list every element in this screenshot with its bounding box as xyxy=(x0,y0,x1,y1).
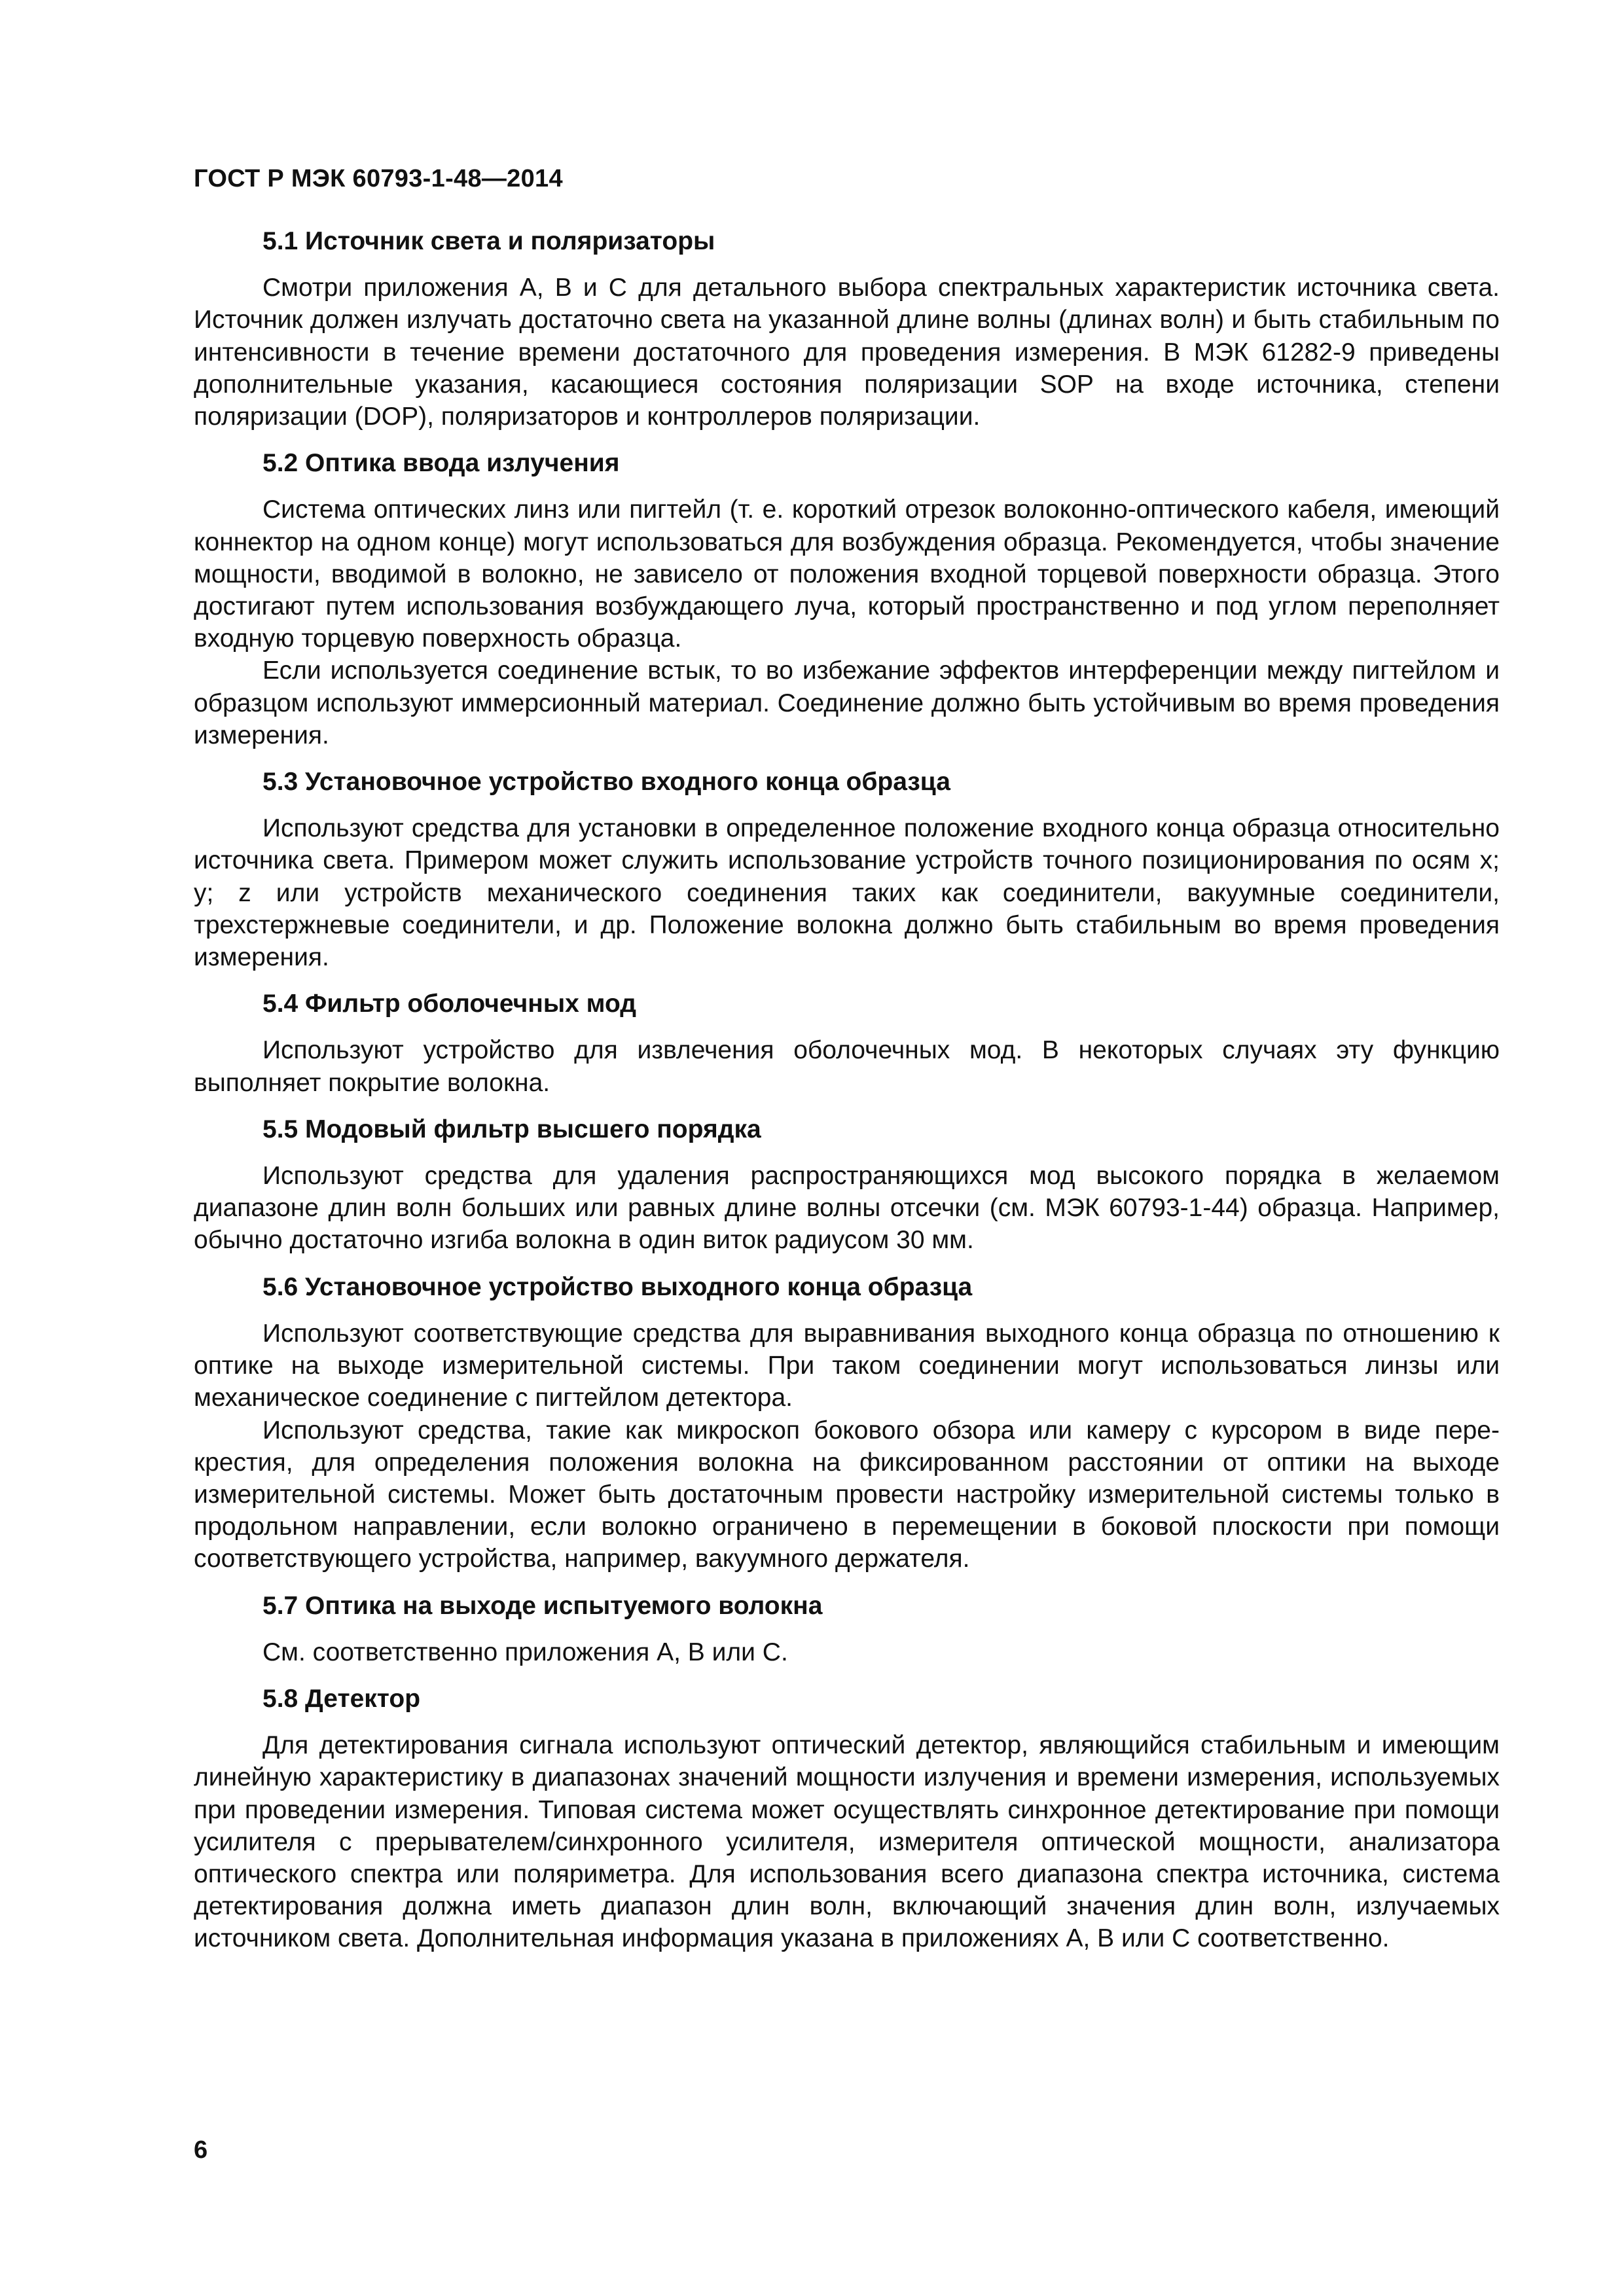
section-heading: 5.5 Модовый фильтр высшего порядка xyxy=(262,1115,761,1143)
paragraph: Используют средства для удаления распространяющихся мод высокого порядка в желаемом диапазоне длин волн больших или равных длине волны отсечки (см. МЭК 60793-1-44) образца. Например, обычно достаточно изгиба волокна в один виток радиусом 30 мм. xyxy=(194,1162,1500,1255)
section-5-6 xyxy=(194,1271,1500,1575)
section-5-2 xyxy=(194,447,1500,751)
paragraph: Смотри приложения A, B и C для детального выбора спектральных характеристик источника света. Источник должен излучать достаточно света на указанной длине волны (длинах волн) и быть стабильным по интенсивности в течение времени достаточного для проведения измерения. В МЭК 61282-9 приведены дополнительные указания, касающиеся состояния поляризации SOP на входе источника, степени поляризации (DOP), поляризаторов и контроллеров поляризации. xyxy=(194,274,1500,431)
document-body xyxy=(194,225,1500,1969)
section-5-4 xyxy=(194,988,1500,1099)
paragraph: Для детектирования сигнала используют оптический детектор, являющийся стабильным и имеющим линейную характеристику в диапазонах значений мощности излучения и времени измерения, используемых при проведении измерения. Типовая система может осуществлять синхронное детектирование при помощи усилителя с прерывателем/синхронного усилителя, измерителя оптической мощности, анализатора оптического спектра или поляриметра. Для использования всего диапазона спектра источника, система детектирования должна иметь диапазон длин волн, включающий значения длин волн, излучаемых источником света. Дополнительная информация указана в приложениях A, B или C соответственно. xyxy=(194,1731,1500,1953)
section-heading: 5.8 Детектор xyxy=(262,1684,421,1713)
paragraph: См. соответственно приложения A, B или C. xyxy=(262,1638,788,1666)
section-heading: 5.1 Источник света и поляризаторы xyxy=(262,227,715,255)
section-heading: 5.7 Оптика на выходе испытуемого волокна xyxy=(262,1591,823,1620)
section-5-3 xyxy=(194,766,1500,973)
page-number: 6 xyxy=(194,2136,208,2164)
section-5-1 xyxy=(194,225,1500,433)
section-heading: 5.4 Фильтр оболочечных мод xyxy=(262,990,637,1018)
paragraph: Используют устройство для извлечения оболочечных мод. В некоторых случаях эту функцию выполняет покрытие волокна. xyxy=(194,1036,1500,1097)
section-5-7 xyxy=(194,1590,1500,1668)
paragraph: Используют средства, такие как микроскоп бокового обзора или камеру с курсором в виде перекрестия, для определения положения волокна на фиксированном расстоянии от оптики на выходе измерительной системы. Может быть достаточным провести настройку измерительной системы только в продольном направлении, если волокно ограничено в перемещении в боковой плоскости при помощи соответствующего устройства, например, вакуумного держателя. xyxy=(194,1416,1500,1573)
section-heading: 5.2 Оптика ввода излучения xyxy=(262,449,620,478)
paragraph: Используют соответствующие средства для выравнивания выходного конца образца по отношению к оптике на выходе измерительной системы. При таком соединении могут использоваться линзы или механическое соединение с пигтейлом детектора. xyxy=(194,1319,1500,1412)
section-heading: 5.3 Установочное устройство входного конца образца xyxy=(262,768,950,797)
paragraph: Система оптических линз или пигтейл (т. е. короткий отрезок волоконно-оптического кабеля, имеющий коннектор на одном конце) могут использоваться для возбуждения образца. Рекомендуется, чтобы значение мощности, вводимой в волокно, не зависело от положения входной торцевой поверхности образца. Этого достигают путем использования возбуждающего луча, который пространственно и под углом переполняет входную торцевую поверхность образца. xyxy=(194,495,1500,653)
document-code-header: ГОСТ Р МЭК 60793-1-48—2014 xyxy=(194,165,563,192)
section-5-8 xyxy=(194,1683,1500,1955)
paragraph: Если используется соединение встык, то во избежание эффектов интерференции между пигтейлом и образцом используют иммерсионный материал. Соединение должно быть устойчивым во время проведения измерения. xyxy=(194,656,1500,749)
paragraph: Используют средства для установки в определенное положение входного конца образца относительно источника света. Примером может служить использование устройств точного позиционирования по осям x; y; z или устройств механического соединения таких как соединители, вакуумные соединители, трехстержневые соединители, и др. Положение волокна должно быть стабильным во время проведения измерения. xyxy=(194,814,1500,972)
section-5-5 xyxy=(194,1113,1500,1257)
section-heading: 5.6 Установочное устройство выходного конца образца xyxy=(262,1272,973,1301)
